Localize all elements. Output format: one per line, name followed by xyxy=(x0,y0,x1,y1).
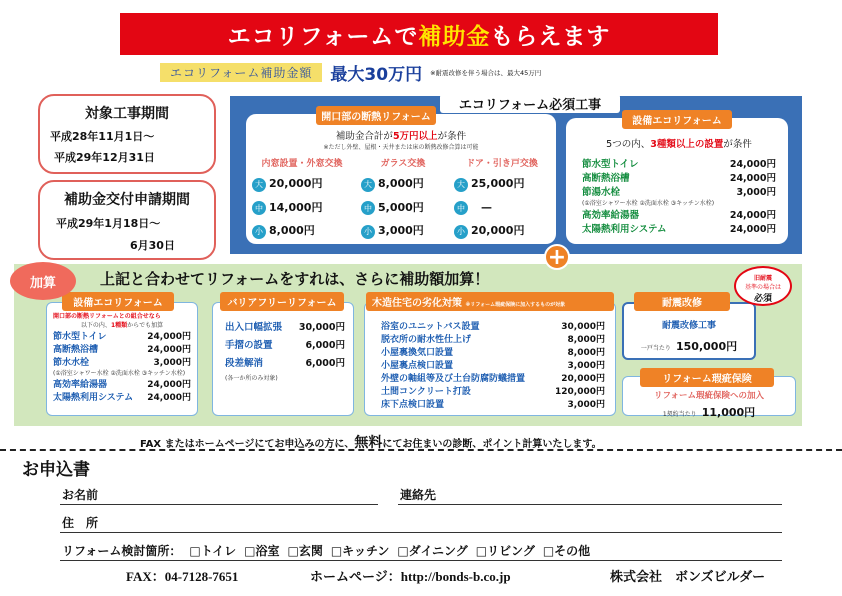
addon-badge: 加算 xyxy=(10,262,76,300)
openings-tag: 開口部の断熱リフォーム xyxy=(316,106,436,125)
required-equip-card: 5つの内、3種類以上の設置が条件 節水型トイレ 24,000円 高断熱浴槽 24,000円 節湯水栓 3,000円 (①浴室シャワー水栓 ②洗面水栓 ③キッチン水栓) 高効率給湯器 24,000円 太陽熱利用システム 24,000円 xyxy=(566,118,788,244)
window-column: 内窓設置・外窓交換 大 20,000円 中 14,000円 小 8,000円 xyxy=(252,156,352,239)
checkbox-dining[interactable]: □ダイニング xyxy=(397,544,468,558)
required-title: エコリフォーム必須工事 xyxy=(440,94,620,113)
checkbox-bath[interactable]: □浴室 xyxy=(244,544,280,558)
places-underline xyxy=(60,560,782,561)
checkbox-kitchen[interactable]: □キッチン xyxy=(330,544,390,558)
application-period-box xyxy=(38,180,216,260)
insurance-tag: リフォーム瑕疵保険 xyxy=(640,368,774,387)
deadline-start: 平成29年1月18日～ xyxy=(56,217,161,230)
form-title: お申込書 xyxy=(22,460,90,480)
insurance-card: リフォーム瑕疵保険への加入 1契約当たり 11,000円 xyxy=(622,376,796,416)
openings-note: ※ただし外壁、屋根・天井または床の断熱改修合算は可能 xyxy=(323,144,479,151)
headline-text-end: もらえます xyxy=(490,23,611,50)
required-works-panel xyxy=(230,96,802,254)
address-label: 住 所 xyxy=(62,516,99,530)
addon-equip-card: 開口部の断熱リフォームとの組合せなら 以下の内、1種類からでも加算 節水型トイレ 24,000円 高断熱浴槽 24,000円 節水水栓 3,000円 (①浴室シャワー水栓 ②洗面水栓 ③キッチン水栓) 高効率給湯器 24,000円 太陽熱利用システム 24,000円 xyxy=(46,302,198,416)
openings-card xyxy=(246,114,556,244)
seismic-required-bubble: 旧耐震 基準の場合は 必須 xyxy=(734,266,792,306)
period-start: 平成28年11月1日～ xyxy=(50,130,155,143)
footer-fax: FAX：04-7128-7651 xyxy=(126,569,239,584)
door-column: ドア・引き戸交換 大 25,000円 中 — 小 20,000円 xyxy=(454,156,550,239)
seismic-card: 耐震改修工事 一戸当たり 150,000円 xyxy=(622,302,756,360)
required-equip-tag: 設備エコリフォーム xyxy=(622,110,732,129)
subsidy-max: 最大30万円 xyxy=(330,64,423,85)
headline-highlight: 補助金 xyxy=(418,23,491,50)
barrier-free-card: 出入口幅拡張 30,000円 手摺の設置 6,000円 段差解消 6,000円 (各一か所のみ対象) xyxy=(212,302,354,416)
plus-icon: + xyxy=(544,244,570,270)
openings-condition: 補助金合計が5万円以上が条件 xyxy=(335,131,467,142)
period-end: 平成29年12月31日 xyxy=(54,151,155,164)
places-row: リフォーム検討箇所： □トイレ □浴室 □玄関 □キッチン □ダイニング □リビング □その他 xyxy=(62,544,591,558)
name-label: お名前 xyxy=(62,488,99,502)
period-title: 対象工事期間 xyxy=(85,106,169,122)
contact-field[interactable] xyxy=(398,504,782,505)
cut-line xyxy=(0,449,842,451)
seismic-tag: 耐震改修 xyxy=(634,292,730,311)
subsidy-note: ※耐震改修を伴う場合は、最大45万円 xyxy=(430,68,542,77)
checkbox-other[interactable]: □その他 xyxy=(542,544,591,558)
addon-equip-tag: 設備エコリフォーム xyxy=(62,292,174,311)
deadline-end: 6月30日 xyxy=(130,239,175,252)
checkbox-living[interactable]: □リビング xyxy=(475,544,535,558)
equip-condition: 5つの内、3種類以上の設置が条件 xyxy=(606,139,752,150)
headline-text: エコリフォームで xyxy=(227,23,419,50)
subsidy-label: エコリフォーム補助金額 xyxy=(160,63,322,82)
glass-column: ガラス交換 大 8,000円 中 5,000円 小 3,000円 xyxy=(361,156,445,239)
fax-notice: FAX またはホームページにてお申込みの方に、無料にてお住まいの診断、ポイント計算いたします。 xyxy=(140,435,602,451)
wood-house-card: 浴室のユニットバス設置 30,000円 脱衣所の耐水性仕上げ 8,000円 小屋裏換気口設置 8,000円 小屋裏点検口設置 3,000円 外壁の軸組等及び土台防腐防蟻措置 20,000円 土間コンクリート打設 120,000円 床下点検口設置 3,000円 xyxy=(364,302,616,416)
footer-homepage[interactable]: ホームページ：http://bonds-b.co.jp xyxy=(310,569,511,584)
headline-banner xyxy=(120,13,718,55)
subsidy-max-bar xyxy=(160,63,700,85)
barrier-free-tag: バリアフリーリフォーム xyxy=(220,292,344,311)
checkbox-entrance[interactable]: □玄関 xyxy=(287,544,323,558)
contact-label: 連絡先 xyxy=(400,488,437,502)
name-field[interactable] xyxy=(60,504,378,505)
address-field[interactable] xyxy=(60,532,782,533)
deadline-title: 補助金交付申請期間 xyxy=(64,192,190,208)
wood-house-tag: 木造住宅の劣化対策 ※リフォーム瑕疵保険に加入するものが対象 xyxy=(366,292,614,311)
footer-company: 株式会社 ボンズビルダー xyxy=(610,570,766,585)
checkbox-toilet[interactable]: □トイレ xyxy=(189,544,237,558)
addon-title: 上記と合わせてリフォームをすれは、さらに補助額加算！ xyxy=(100,270,490,288)
construction-period-box xyxy=(38,94,216,174)
